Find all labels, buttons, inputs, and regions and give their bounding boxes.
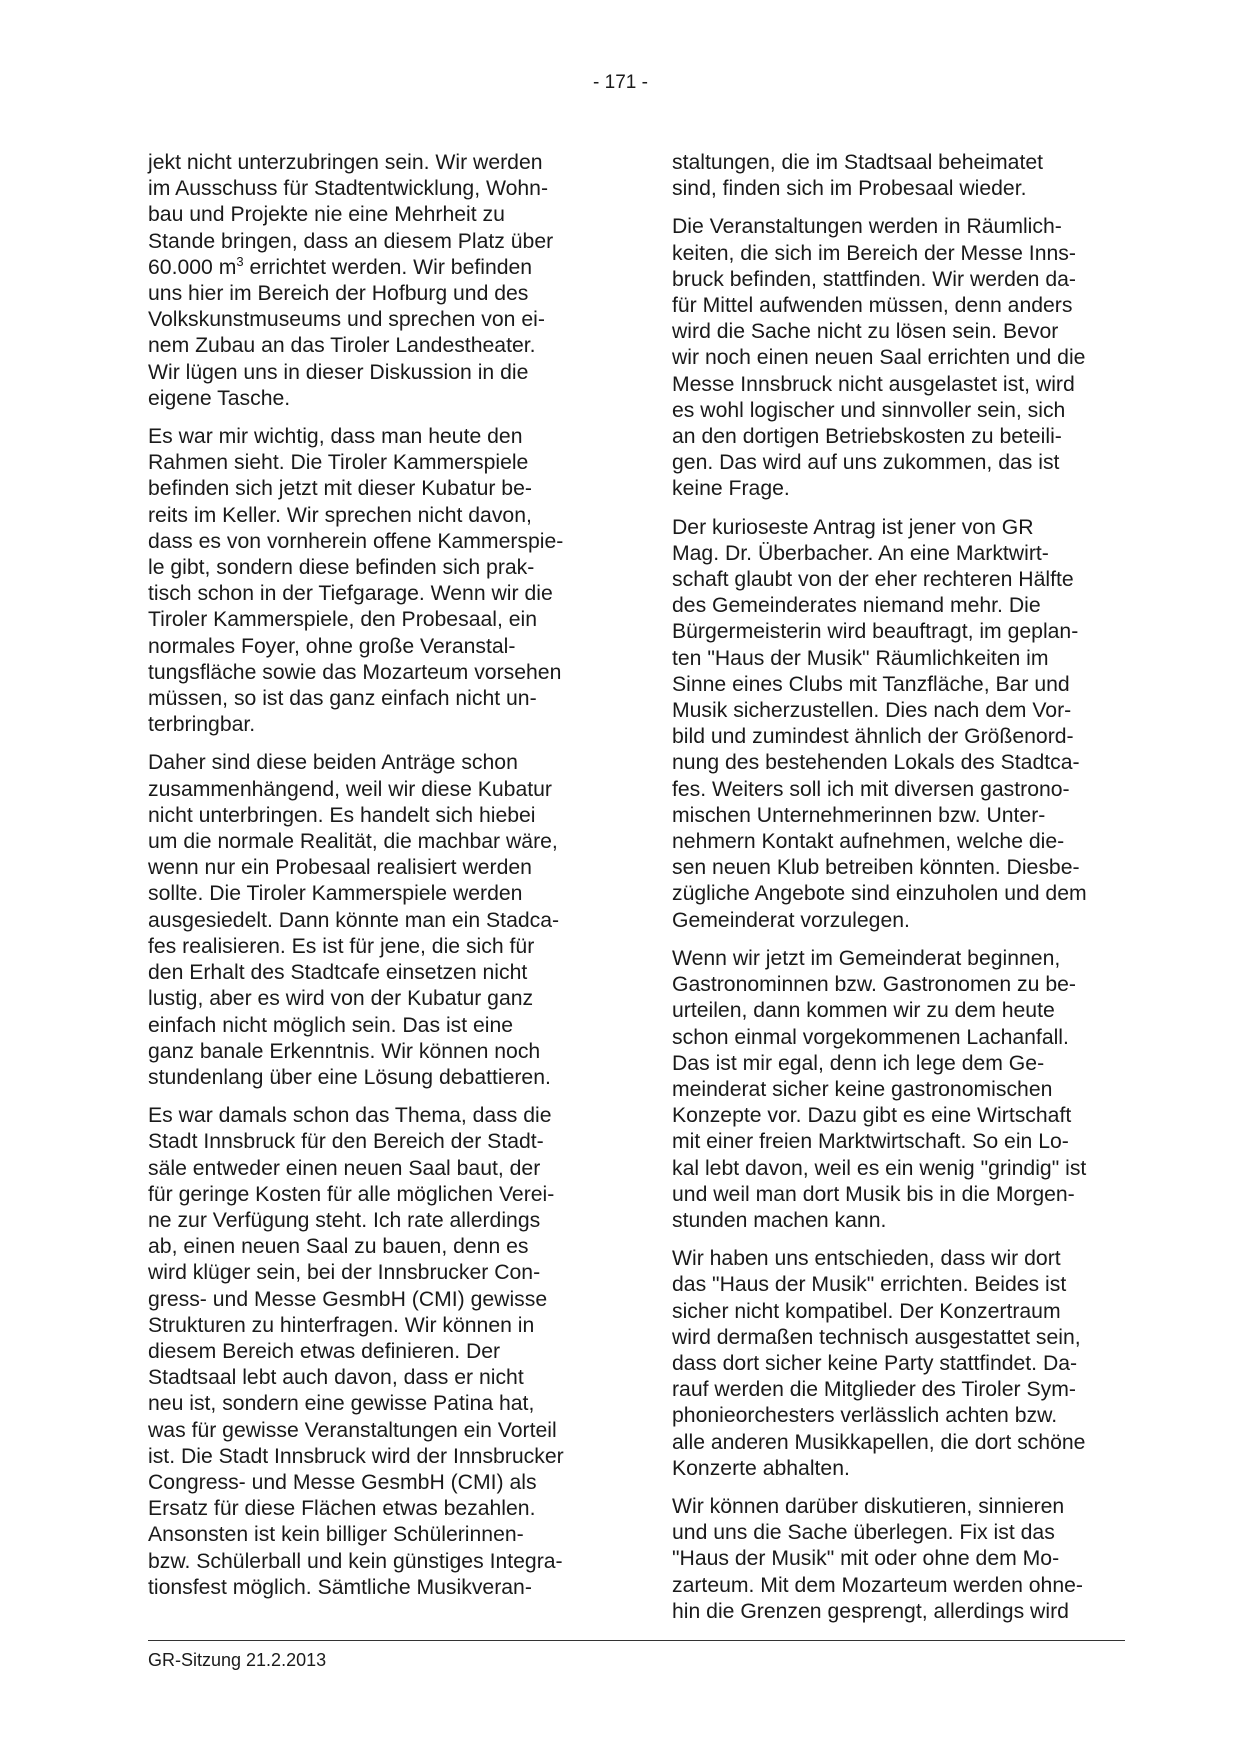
right-paragraph-5: Wir haben uns entschieden, dass wir dort das "Haus der Musik" errichten. Beides ist sicher nicht kompatibel. Der Konzertraum wird dermaßen technisch ausgestattet sein, dass dort sicher keine Party stattfindet. Da- rauf werden die Mitglieder des Tiroler Sym- phonieorchesters verlässlich achten bzw. alle anderen Musikkapellen, die dort schöne Konzerte abhalten. [672, 1247, 1086, 1480]
right-paragraph-4: Wenn wir jetzt im Gemeinderat beginnen, Gastronominnen bzw. Gastronomen zu be- urteilen, dann kommen wir zu dem heute schon einmal vorgekommenen Lachanfall. Das ist mir egal, denn ich lege dem Ge- meinderat sicher keine gastronomischen Konzepte vor. Dazu gibt es eine Wirtschaft mit einer freien Marktwirtschaft. So ein Lo- kal lebt davon, weil es ein wenig "grindig" ist und weil man dort Musik bis in die Morgen- stunden machen kann. [672, 946, 1087, 1232]
footer-session-date: GR-Sitzung 21.2.2013 [148, 1650, 327, 1670]
left-paragraph-4: Es war damals schon das Thema, dass die Stadt Innsbruck für den Bereich der Stadt- säle entweder einen neuen Saal baut, der für geringe Kosten für alle möglichen Verei- ne zur Verfügung steht. Ich rate allerdings ab, einen neuen Saal zu bauen, denn es wird klüger sein, bei der Innsbrucker Con- gress- und Messe GesmbH (CMI) gewisse Strukturen zu hinterfragen. Wir können in diesem Bereich etwas definieren. Der Stadtsaal lebt auch davon, dass er nicht neu ist, sondern eine gewisse Patina hat, was für gewisse Veranstaltungen ein Vorteil ist. Die Stadt Innsbruck wird der Innsbrucker Congress- und Messe GesmbH (CMI) als Ersatz für diese Flächen etwas bezahlen. Ansonsten ist kein billiger Schülerinnen- bzw. Schülerball und kein günstiges Integra- tionsfest möglich. Sämtliche Musikveran- [148, 1104, 564, 1599]
left-paragraph-1-text-a: jekt nicht unterzubringen sein. Wir werden im Ausschuss für Stadtentwicklung, Wohn- bau und Projekte nie eine Mehrheit zu Stande bringen, dass an diesem Platz über 60.000 m [148, 151, 554, 279]
left-column [148, 150, 598, 1613]
left-paragraph-2: Es war mir wichtig, dass man heute den Rahmen sieht. Die Tiroler Kammerspiele befinden sich jetzt mit dieser Kubatur be- reits im Keller. Wir sprechen nicht davon, dass es von vornherein offene Kammerspie- le gibt, sondern diese befinden sich prak- tisch schon in der Tiefgarage. Wenn wir die Tiroler Kammerspiele, den Probesaal, ein normales Foyer, ohne große Veranstal- tungsfläche sowie das Mozarteum vorsehen müssen, so ist das ganz einfach nicht un- terbringbar. [148, 425, 564, 737]
left-paragraph-1 [148, 150, 598, 412]
footer-divider [148, 1640, 1125, 1641]
right-paragraph-2: Die Veranstaltungen werden in Räumlich- keiten, die sich im Bereich der Messe Inns- bruck befinden, stattfinden. Wir werden da- für Mittel aufwenden müssen, denn anders wird die Sache nicht zu lösen sein. Bevor wir noch einen neuen Saal errichten und die Messe Innsbruck nicht ausgelastet ist, wird es wohl logischer und sinnvoller sein, sich an den dortigen Betriebskosten zu beteili- gen. Das wird auf uns zukommen, das ist keine Frage. [672, 215, 1086, 501]
right-column [672, 150, 1122, 1637]
left-paragraph-3: Daher sind diese beiden Anträge schon zusammenhängend, weil wir diese Kubatur nicht unterbringen. Es handelt sich hiebei um die normale Realität, die machbar wäre, wenn nur ein Probesaal realisiert werden sollte. Die Tiroler Kammerspiele werden ausgesiedelt. Dann könnte man ein Stadca- fes realisieren. Es ist für jene, die sich für den Erhalt des Stadtcafe einsetzen nicht lustig, aber es wird von der Kubatur ganz einfach nicht möglich sein. Das ist eine ganz banale Erkenntnis. Wir können noch stundenlang über eine Lösung debattieren. [148, 751, 560, 1089]
left-paragraph-1-text-b: errichtet werden. Wir befinden uns hier im Bereich der Hofburg und des Volkskunstmuseums und sprechen von ei- nem Zubau an das Tiroler Landestheater. Wir lügen uns in dieser Diskussion in die eigene Tasche. [148, 255, 545, 410]
right-paragraph-6: Wir können darüber diskutieren, sinnieren und uns die Sache überlegen. Fix ist das "Haus der Musik" mit oder ohne dem Mo- zarteum. Mit dem Mozarteum werden ohne- hin die Grenzen gesprengt, allerdings wird [672, 1494, 1083, 1623]
superscript-3: 3 [236, 253, 244, 269]
right-paragraph-3: Der kurioseste Antrag ist jener von GR Mag. Dr. Überbacher. An eine Marktwirt- schaft glaubt von der eher rechteren Hälfte des Gemeinderates niemand mehr. Die Bürgermeisterin wird beauftragt, im geplan- ten "Haus der Musik" Räumlichkeiten im Sinne eines Clubs mit Tanzfläche, Bar und Musik sicherzustellen. Dies nach dem Vor- bild und zumindest ähnlich der Größenord- nung des bestehenden Lokals des Stadtca- fes. Weiters soll ich mit diversen gastrono- mischen Unternehmerinnen bzw. Unter- nehmern Kontakt aufnehmen, welche die- sen neuen Klub betreiben könnten. Diesbe- zügliche Angebote sind einzuholen und dem Gemeinderat vorzulegen. [672, 515, 1087, 932]
right-paragraph-1: staltungen, die im Stadtsaal beheimatet sind, finden sich im Probesaal wieder. [672, 151, 1044, 201]
page-number: - 171 - [593, 72, 648, 93]
